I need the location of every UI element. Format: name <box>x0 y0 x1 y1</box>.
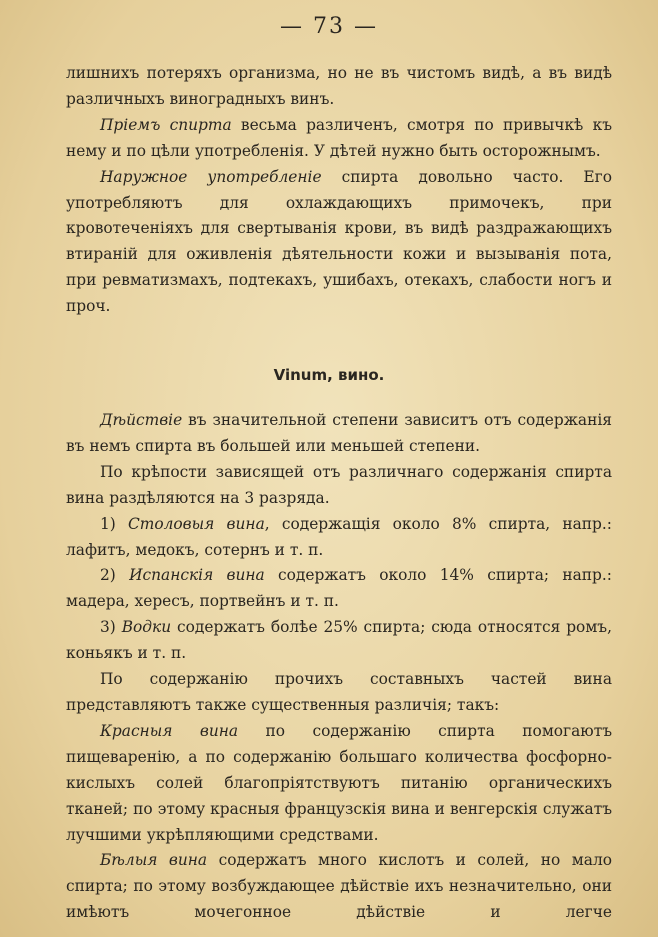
text-run: По содержанію прочихъ составныхъ частей вина представляютъ также существенныя различія; такъ: <box>66 670 612 714</box>
paragraph <box>66 848 612 926</box>
paragraph <box>66 563 612 615</box>
paragraph <box>66 113 612 165</box>
page-number: — 73 — <box>280 14 378 39</box>
text-run: содержатъ много кислотъ и солей, но мало спирта; по этому возбуждающее дѣйствіе ихъ незначительно, они имѣютъ мочегонное дѣйствіе и легче <box>66 851 612 922</box>
text-run: , содержащія около 8% спирта, напр.: лафитъ, медокъ, сотернъ и т. п. <box>66 514 612 559</box>
text-run: лишнихъ потеряхъ организма, но не въ чистомъ видѣ, а въ видѣ различныхъ виноградныхъ винъ. <box>66 64 612 108</box>
italic-term: Столовыя вина <box>127 514 265 533</box>
italic-term: Красныя вина <box>100 721 239 740</box>
italic-term: Бѣлыя вина <box>100 851 208 870</box>
text-run: весьма различенъ, смотря по привычкѣ къ нему и по цѣли употребленія. У дѣтей нужно быть осторожнымъ. <box>66 115 613 160</box>
text-run: 3) <box>100 618 122 637</box>
italic-term: Водки <box>121 618 172 637</box>
text-run: содержатъ около 14% спирта; напр.: мадера, хересъ, портвейнъ и т. п. <box>66 566 612 611</box>
paragraph <box>66 719 612 849</box>
paragraph <box>66 61 612 113</box>
paragraph <box>66 460 612 512</box>
text-run: 2) <box>100 566 130 585</box>
paragraph <box>66 408 612 460</box>
italic-term: Испанскія вина <box>129 566 265 585</box>
paragraph <box>66 615 612 667</box>
section-heading: Vinum, вино. <box>273 366 385 384</box>
text-run: содержатъ болѣе 25% спирта; сюда относятся ромъ, коньякъ и т. п. <box>66 618 612 663</box>
italic-term: Наружное употребленіе <box>100 167 322 186</box>
text-run: въ значительной степени зависитъ отъ содержанія въ немъ спирта въ большей или меньшей степени. <box>66 411 612 455</box>
italic-term: Пріемъ спирта <box>100 115 232 134</box>
text-run: спирта довольно часто. Его употребляютъ для охлаждающихъ примочекъ, при кровотеченіяхъ для свертыванія крови, въ видѣ раздражающихъ втираній для оживленія дѣятельности кожи и вызыванія пота, при ревматизмахъ, подтекахъ, ушибахъ, отекахъ, слабости ногъ и проч. <box>66 167 612 316</box>
paragraph <box>66 667 612 719</box>
text-section-main <box>66 408 612 926</box>
text-section-top <box>66 61 612 320</box>
paragraph <box>66 165 612 320</box>
paragraph <box>66 512 612 564</box>
text-run: 1) <box>100 514 128 533</box>
italic-term: Дѣйствіе <box>100 411 183 429</box>
text-run: по содержанію спирта помогаютъ пищеваренію, а по содержанію большаго количества фосфорно-кислыхъ солей благопріятствуютъ питанію органическихъ тканей; по этому красныя французскія вина и венгерскія служатъ лучшими укрѣпляющими средствами. <box>66 721 612 844</box>
text-run: По крѣпости зависящей отъ различнаго содержанія спирта вина раздѣляются на 3 разряда. <box>66 462 612 507</box>
